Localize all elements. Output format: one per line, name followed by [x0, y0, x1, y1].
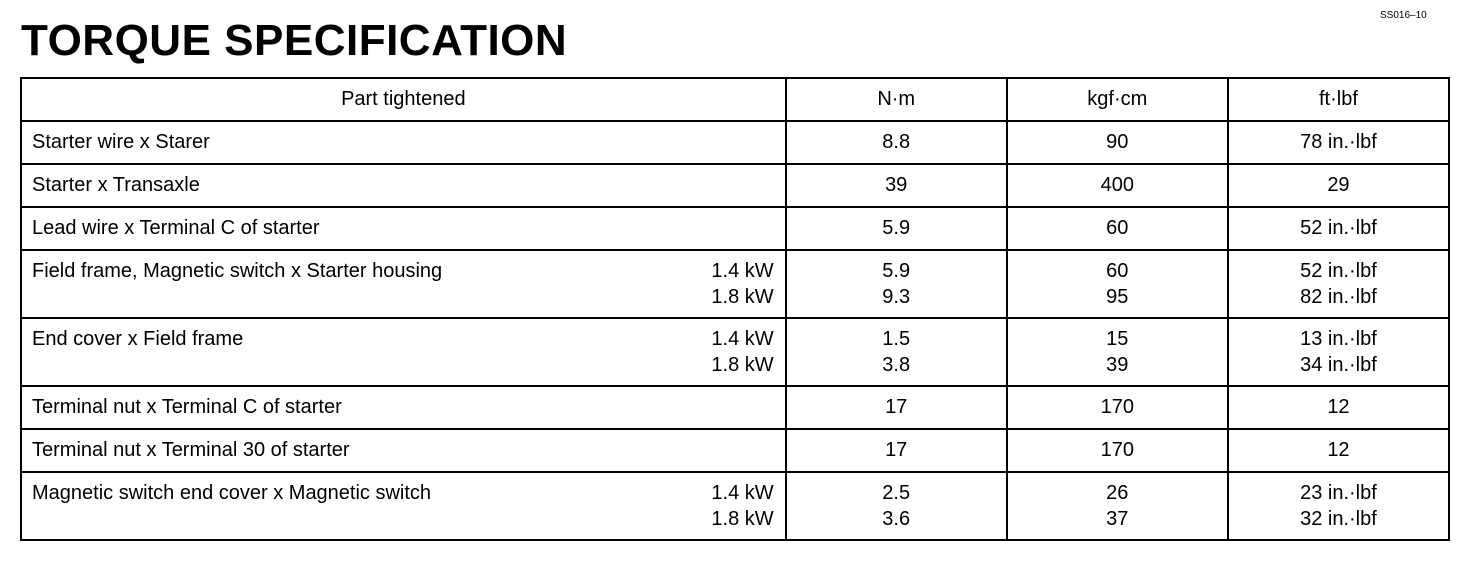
- part-name: Terminal nut x Terminal 30 of starter: [32, 439, 350, 461]
- nm-cell: 17: [786, 429, 1007, 472]
- nm-cell: [786, 318, 1007, 352]
- ftlbf-cell: [1228, 352, 1449, 386]
- kgfcm-cell: [1007, 472, 1228, 506]
- nm-cell: [786, 506, 1007, 540]
- part-cell: [21, 250, 786, 284]
- nm-cell: 5.9: [786, 207, 1007, 250]
- kgfcm-cell: [1007, 318, 1228, 352]
- ftlbf-cell: 29: [1228, 164, 1449, 207]
- ftlbf-value: 82 in.·lbf: [1300, 286, 1377, 308]
- page-title: TORQUE SPECIFICATION: [21, 16, 568, 65]
- ftlbf-cell: [1228, 506, 1449, 540]
- table-row: [21, 318, 1449, 352]
- part-cell: [21, 352, 786, 386]
- table-header-row: [21, 78, 1449, 121]
- part-name: Starter x Transaxle: [32, 174, 200, 196]
- part-name: Magnetic switch end cover x Magnetic switch: [32, 482, 432, 504]
- kgfcm-cell: [1007, 284, 1228, 318]
- part-name: Terminal nut x Terminal C of starter: [32, 396, 342, 418]
- part-cell: [21, 429, 786, 472]
- kgfcm-cell: 90: [1007, 121, 1228, 164]
- ftlbf-value: 32 in.·lbf: [1300, 508, 1377, 530]
- header-ftlbf: ft·lbf: [1228, 78, 1449, 121]
- kgfcm-value: 37: [1106, 508, 1129, 530]
- kgfcm-cell: 400: [1007, 164, 1228, 207]
- nm-value: 5.9: [882, 260, 911, 282]
- part-cell: [21, 284, 786, 318]
- ftlbf-value: 52 in.·lbf: [1300, 260, 1377, 282]
- ftlbf-value: 13 in.·lbf: [1300, 328, 1377, 350]
- part-name: End cover x Field frame: [32, 328, 244, 350]
- nm-cell: [786, 284, 1007, 318]
- kgfcm-value: 60: [1106, 260, 1129, 282]
- nm-value: 3.6: [882, 508, 911, 530]
- torque-spec-table: [20, 77, 1450, 541]
- nm-value: 1.5: [882, 328, 911, 350]
- table-row: [21, 207, 1449, 250]
- variant-label: 1.4 kW: [711, 328, 774, 350]
- nm-cell: 8.8: [786, 121, 1007, 164]
- variant-label: 1.8 kW: [711, 354, 774, 376]
- part-cell: [21, 121, 786, 164]
- nm-value: 3.8: [882, 354, 911, 376]
- part-cell: [21, 506, 786, 540]
- table-row: [21, 121, 1449, 164]
- nm-cell: [786, 352, 1007, 386]
- part-name: Field frame, Magnetic switch x Starter housing: [32, 260, 443, 282]
- table-row: [21, 386, 1449, 429]
- part-cell: [21, 472, 786, 506]
- variant-label: 1.4 kW: [711, 260, 774, 282]
- nm-value: 9.3: [882, 286, 911, 308]
- part-name: Lead wire x Terminal C of starter: [32, 217, 320, 239]
- kgfcm-cell: 170: [1007, 429, 1228, 472]
- table-row: [21, 429, 1449, 472]
- table-row: [21, 164, 1449, 207]
- kgfcm-value: 15: [1106, 328, 1129, 350]
- ftlbf-cell: 12: [1228, 386, 1449, 429]
- header-kgfcm: kgf·cm: [1007, 78, 1228, 121]
- part-name: Starter wire x Starer: [32, 131, 210, 153]
- header-nm: N·m: [786, 78, 1007, 121]
- variant-label: 1.4 kW: [711, 482, 774, 504]
- part-cell: [21, 386, 786, 429]
- table-row: [21, 284, 1449, 318]
- nm-cell: 39: [786, 164, 1007, 207]
- kgfcm-cell: [1007, 352, 1228, 386]
- kgfcm-cell: [1007, 250, 1228, 284]
- ftlbf-cell: [1228, 284, 1449, 318]
- ftlbf-cell: [1228, 318, 1449, 352]
- variant-label: 1.8 kW: [711, 508, 774, 530]
- nm-cell: [786, 250, 1007, 284]
- part-cell: [21, 207, 786, 250]
- nm-cell: [786, 472, 1007, 506]
- ftlbf-cell: [1228, 250, 1449, 284]
- kgfcm-cell: 60: [1007, 207, 1228, 250]
- document-code: SS016–10: [1380, 10, 1427, 21]
- nm-value: 2.5: [882, 482, 911, 504]
- kgfcm-value: 26: [1106, 482, 1129, 504]
- table-row: [21, 506, 1449, 540]
- ftlbf-cell: 52 in.·lbf: [1228, 207, 1449, 250]
- variant-label: 1.8 kW: [711, 286, 774, 308]
- kgfcm-value: 39: [1106, 354, 1129, 376]
- kgfcm-cell: [1007, 506, 1228, 540]
- ftlbf-cell: [1228, 472, 1449, 506]
- part-cell: [21, 318, 786, 352]
- ftlbf-cell: 78 in.·lbf: [1228, 121, 1449, 164]
- table-row: [21, 250, 1449, 284]
- part-cell: [21, 164, 786, 207]
- kgfcm-cell: 170: [1007, 386, 1228, 429]
- nm-cell: 17: [786, 386, 1007, 429]
- header-part-tightened: Part tightened: [21, 78, 786, 121]
- ftlbf-value: 23 in.·lbf: [1300, 482, 1377, 504]
- ftlbf-value: 34 in.·lbf: [1300, 354, 1377, 376]
- kgfcm-value: 95: [1106, 286, 1129, 308]
- table-row: [21, 352, 1449, 386]
- table-row: [21, 472, 1449, 506]
- ftlbf-cell: 12: [1228, 429, 1449, 472]
